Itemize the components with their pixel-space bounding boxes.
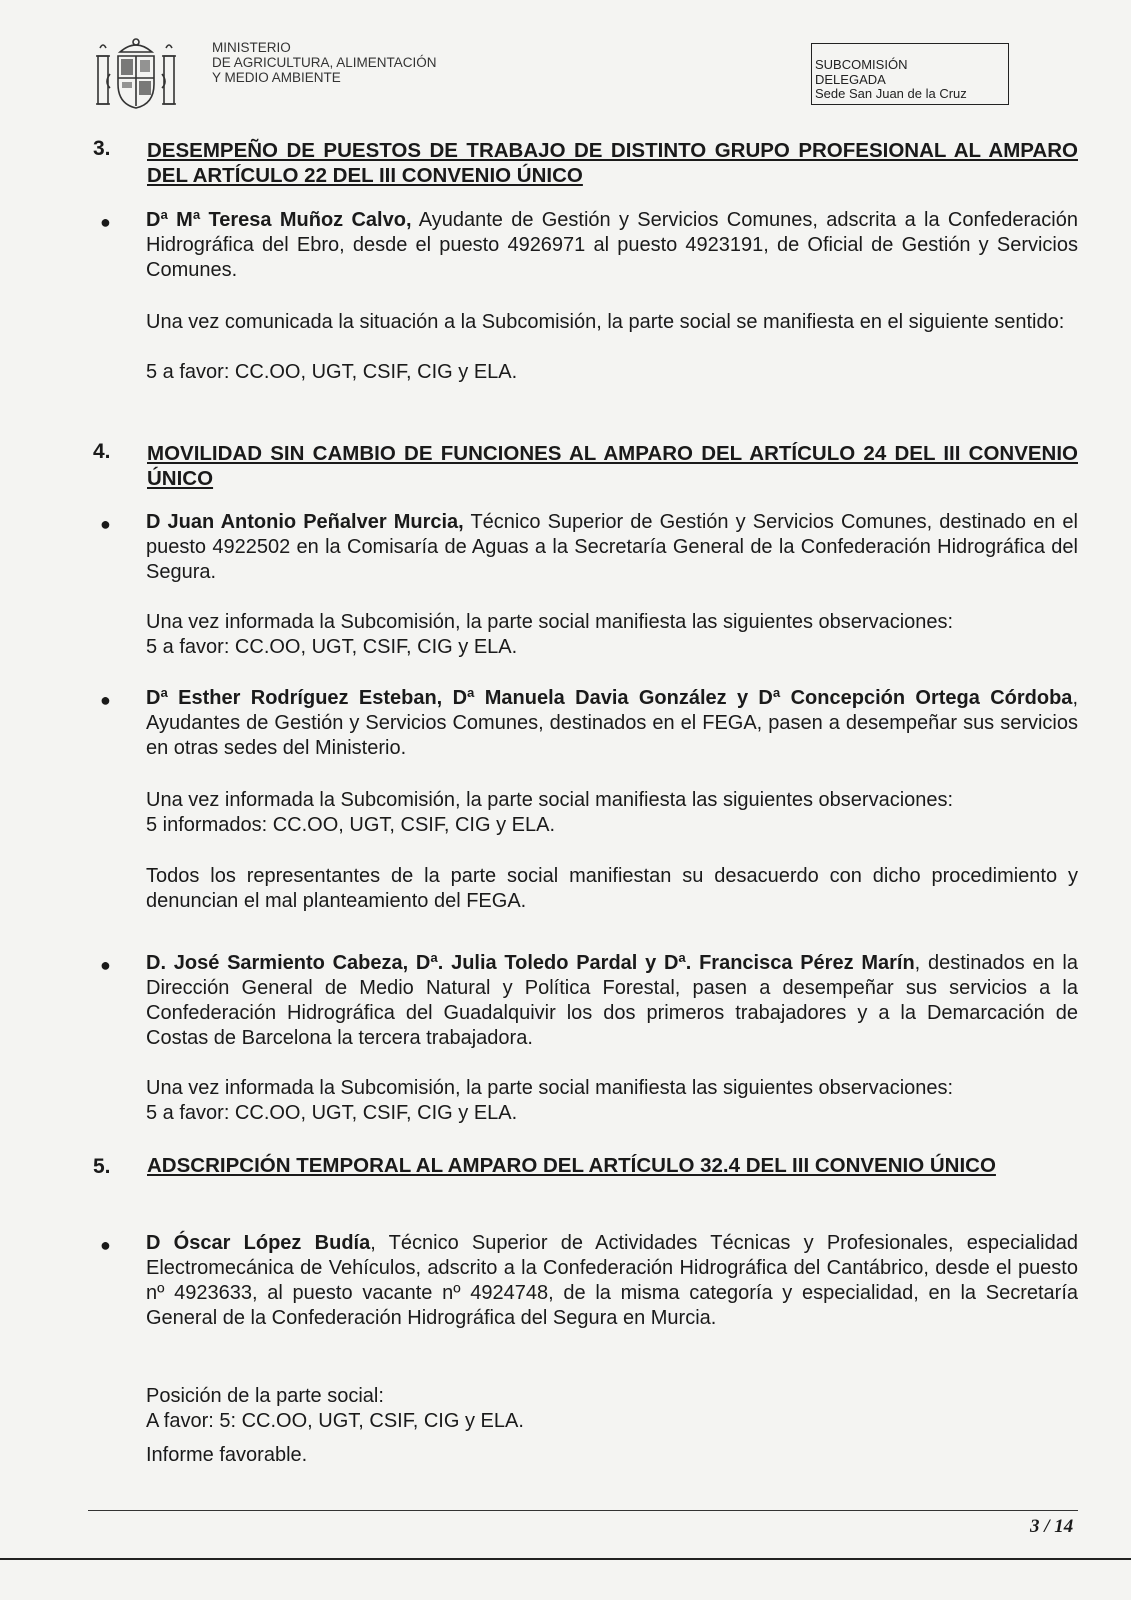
s3-item-1-text: Ayudante de Gestión y Servicios Comunes, adscrita a la Confederación Hidrográfica del Ebro, desde el puesto 4926971 al puesto 4923191, de Oficial de Gestión y Servicios Comunes.	[146, 209, 1078, 281]
s3-item-1-name: Dª Mª Teresa Muñoz Calvo,	[146, 209, 412, 231]
s4-observation-3: Una vez informada la Subcomisión, la parte social manifiesta las siguientes observaciones:	[146, 1077, 954, 1099]
section-4-number: 4.	[93, 440, 111, 463]
coat-of-arms-icon	[92, 34, 180, 114]
page-header	[0, 0, 1131, 120]
section-4-title: MOVILIDAD SIN CAMBIO DE FUNCIONES AL AMPARO DEL ARTÍCULO 24 DEL III CONVENIO ÚNICO	[147, 442, 1078, 490]
ministry-line-3: Y MEDIO AMBIENTE	[212, 70, 341, 85]
s5-item-1-text: , Técnico Superior de Actividades Técnicas y Profesionales, especialidad Electromecánica de Vehículos, adscrito a la Confederación Hidrográfica del Cantábrico, desde el puesto nº 4923633, al puesto vacante nº 4924748, de la misma categoría y especialidad, en la Secretaría General de la Confederación Hidrográfica del Segura en Murcia.	[146, 1232, 1078, 1329]
s4-item-2-name: Dª Esther Rodríguez Esteban, Dª Manuela Davia González y Dª Concepción Ortega Córdoba	[146, 687, 1073, 709]
s4-item-1	[146, 510, 1078, 585]
s4-observation-1: Una vez informada la Subcomisión, la parte social manifiesta las siguientes observaciones:	[146, 611, 954, 633]
s5-vote: A favor: 5: CC.OO, UGT, CSIF, CIG y ELA.	[146, 1410, 524, 1432]
s4-vote-1: 5 a favor: CC.OO, UGT, CSIF, CIG y ELA.	[146, 636, 518, 658]
s4-vote-3: 5 a favor: CC.OO, UGT, CSIF, CIG y ELA.	[146, 1102, 518, 1124]
s3-item-1	[146, 208, 1078, 283]
s4-vote-2: 5 informados: CC.OO, UGT, CSIF, CIG y ELA.	[146, 814, 555, 836]
s4-item-2-text: , Ayudantes de Gestión y Servicios Comunes, destinados en el FEGA, pasen a desempeñar sus servicios en otras sedes del Ministerio.	[146, 687, 1078, 759]
s4-item-1-text: Técnico Superior de Gestión y Servicios Comunes, destinado en el puesto 4922502 en la Comisaría de Aguas a la Secretaría General de la Confederación Hidrográfica del Segura.	[146, 511, 1078, 583]
s5-report: Informe favorable.	[146, 1444, 308, 1466]
s5-item-1-name: D Óscar López Budía	[146, 1232, 371, 1254]
section-5-number: 5.	[93, 1155, 111, 1178]
s4-item-2	[146, 686, 1078, 761]
section-3-number: 3.	[93, 137, 111, 160]
ministry-name	[212, 40, 437, 85]
bullet-icon: ●	[100, 514, 111, 534]
bullet-icon: ●	[100, 690, 111, 710]
s4-item-3-name: D. José Sarmiento Cabeza, Dª. Julia Toledo Pardal y Dª. Francisca Pérez Marín	[146, 952, 915, 974]
s5-position-label: Posición de la parte social:	[146, 1385, 384, 1407]
s4-item-3	[146, 951, 1078, 1051]
subcommission-box	[811, 43, 1009, 105]
subcommission-line-1: SUBCOMISIÓN	[815, 57, 908, 72]
page-number: 3 / 14	[1030, 1516, 1074, 1537]
subcommission-line-3: Sede San Juan de la Cruz	[815, 86, 967, 101]
footer-divider	[88, 1510, 1078, 1511]
bullet-icon: ●	[100, 212, 111, 232]
s4-statement: Todos los representantes de la parte social manifiestan su desacuerdo con dicho procedimiento y denuncian el mal planteamiento del FEGA.	[146, 865, 1078, 912]
section-5-title: ADSCRIPCIÓN TEMPORAL AL AMPARO DEL ARTÍCULO 32.4 DEL III CONVENIO ÚNICO	[147, 1154, 996, 1177]
bullet-icon: ●	[100, 1235, 111, 1255]
s4-item-1-name: D Juan Antonio Peñalver Murcia,	[146, 511, 464, 533]
subcommission-line-2: DELEGADA	[815, 71, 886, 87]
bottom-divider	[0, 1558, 1131, 1560]
section-3-title: DESEMPEÑO DE PUESTOS DE TRABAJO DE DISTINTO GRUPO PROFESIONAL AL AMPARO DEL ARTÍCULO 22 DEL III CONVENIO ÚNICO	[147, 139, 1078, 187]
bullet-icon: ●	[100, 955, 111, 975]
s3-vote: 5 a favor: CC.OO, UGT, CSIF, CIG y ELA.	[146, 361, 518, 383]
s5-item-1	[146, 1231, 1078, 1331]
s4-item-3-text: , destinados en la Dirección General de Medio Natural y Política Forestal, pasen a desempeñar sus servicios a la Confederación Hidrográfica del Guadalquivir los dos primeros trabajadores y a la Demarcación de Costas de Barcelona la tercera trabajadora.	[146, 952, 1078, 1049]
ministry-line-1: MINISTERIO	[212, 40, 291, 55]
ministry-line-2: DE AGRICULTURA, ALIMENTACIÓN	[212, 55, 437, 70]
s4-observation-2: Una vez informada la Subcomisión, la parte social manifiesta las siguientes observaciones:	[146, 789, 954, 811]
s3-observation: Una vez comunicada la situación a la Subcomisión, la parte social se manifiesta en el siguiente sentido:	[146, 311, 1065, 333]
